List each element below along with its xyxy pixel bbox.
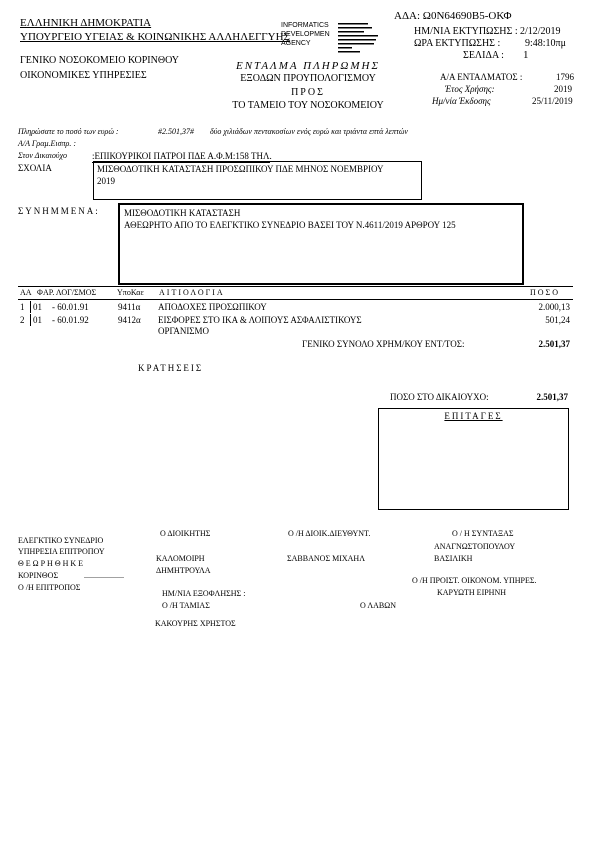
court-line5: Ο /Η ΕΠΙΤΡΟΠΟΣ [18,583,81,592]
row2-fy: 01 [33,315,42,325]
beneficiary-value: :ΕΠΙΚΟΥΡΙΚΟΙ ΠΑΤΡΟΙ ΠΔΕ Α.Φ.Μ:158 ΤΗΛ. [92,151,272,161]
total-label: ΓΕΝΙΚΟ ΣΥΝΟΛΟ ΧΡΗΜ/ΚΟΥ ΕΝΤ/ΤΟΣ: [302,339,465,349]
document-title: ΕΝΤΑΛΜΑ ΠΛΗΡΩΜΗΣ [235,60,380,72]
print-date-value: 2/12/2019 [520,26,561,37]
director-title: Ο /Η ΔΙΟΙΚ.ΔΙΕΥΘΥΝΤ. [288,529,371,538]
attachments-label: ΣΥΝΗΜΜΕΝΑ: [18,206,100,216]
fin-title: Ο /Η ΠΡΟΙΣΤ. ΟΙΚΟΝΟΜ. ΥΠΗΡΕΣ. [412,576,537,585]
print-date-label: ΗΜ/ΝΙΑ ΕΚΤΥΠΩΣΗΣ : [414,26,518,37]
drafter-title: Ο / Η ΣΥΝΤΑΞΑΣ [452,529,514,538]
row1-amount: 2.000,13 [538,302,570,312]
deductions-label: ΚΡΑΤΗΣΕΙΣ [138,363,204,373]
drafter-name2: ΒΑΣΙΛΙΚΗ [434,554,473,563]
pay-amount-words: δύο χιλιάδων πεντακοσίων ενός ευρώ και τριάντα επτά λεπτών [210,127,408,136]
attachments-box [118,203,524,285]
col-amount: ΠΟΣΟ [530,288,560,297]
court-line3: ΘΕΩΡΗΘΗΚΕ [18,559,86,568]
year-label: Έτος Χρήσης: [445,84,495,94]
admin-title: Ο ΔΙΟΙΚΗΤΗΣ [160,529,211,538]
row2-reason: ΕΙΣΦΟΡΕΣ ΣΤΟ ΙΚΑ & ΛΟΙΠΟΥΣ ΑΣΦΑΛΙΣΤΙΚΟΥΣ [158,315,362,325]
agency-logo: INFORMATICS DEVELOPMEN AGENCY [281,22,401,56]
row1-aa: 1 [20,302,25,312]
attachments-line2: ΑΘΕΩΡΗΤΟ ΑΠΟ ΤΟ ΕΛΕΓΚΤΙΚΟ ΣΥΝΕΔΡΙΟ ΒΑΣΕΙ ΤΟΥ Ν.4611/2019 ΑΡΘΡΟΥ 125 [124,220,456,230]
document-recipient: ΤΟ ΤΑΜΕΙΟ ΤΟΥ ΝΟΣΟΚΟΜΕΙΟΥ [232,100,384,111]
header-ministry: ΥΠΟΥΡΓΕΙΟ ΥΓΕΙΑΣ & ΚΟΙΝΩΝΙΚΗΣ ΑΛΛΗΛΕΓΓΥΗΣ [20,31,290,43]
receipt-reg-label: Α/Α Γραμ.Εισπρ. : [18,139,77,148]
comments-line1: ΜΙΣΘΟΔΟΤΙΚΗ ΚΑΤΑΣΤΑΣΗ ΠΡΟΣΩΠΙΚΟΥ ΠΔΕ ΜΗΝΟΣ ΝΟΕΜΒΡΙΟΥ [97,164,384,174]
director-name: ΣΑΒΒΑΝΟΣ ΜΙΧΑΗΛ [287,554,366,563]
col-fy: Φ [37,288,43,297]
orders-box [378,408,569,510]
row1-account: - 60.01.91 [52,302,89,312]
row2-account: - 60.01.92 [52,315,89,325]
row2-amount: 501,24 [545,315,570,325]
drafter-name1: ΑΝΑΓΝΩΣΤΟΠΟΥΛΟΥ [434,542,516,551]
cashier-title: Ο /Η ΤΑΜΙΑΣ [162,601,210,610]
payment-date-label: ΗΜ/ΝΙΑ ΕΞΟΦΛΗΣΗΣ : [162,589,246,598]
court-line2: ΥΠΗΡΕΣΙΑ ΕΠΙΤΡΟΠΟΥ [18,547,105,556]
page-value: 1 [523,49,529,61]
court-line4: ΚΟΡΙΝΘΟΣ [18,571,59,580]
header-department: ΟΙΚΟΝΟΜΙΚΕΣ ΥΠΗΡΕΣΙΕΣ [20,70,147,81]
pay-amount-value: #2.501,37# [158,127,194,136]
court-line1: ΕΛΕΓΚΤΙΚΟ ΣΥΝΕΔΡΙΟ [18,536,104,545]
row2-aa: 2 [20,315,25,325]
logo-fine-print [338,22,396,54]
year-value: 2019 [554,84,572,94]
mandate-aa-label: Α/Α ΕΝΤΑΛΜΑΤΟΣ : [440,72,523,82]
col-reason: ΑΙΤΙΟΛΟΓΙΑ [159,288,225,297]
court-dots: .................... [84,571,124,580]
header-hospital: ΓΕΝΙΚΟ ΝΟΣΟΚΟΜΕΙΟ ΚΟΡΙΝΘΟΥ [20,55,180,66]
table-header-rule [18,299,573,300]
net-label: ΠΟΣΟ ΣΤΟ ΔΙΚΑΙΟΥΧΟ: [390,392,489,402]
comments-label: ΣΧΟΛΙΑ [18,163,52,173]
mandate-aa-value: 1796 [556,72,574,82]
col-account: ΑΡ. ΛΟΓ/ΣΜΟΣ [43,288,97,297]
ada-code: ΑΔΑ: Ω0Ν64690Β5-ΟΚΦ [394,10,512,22]
attachments-line1: ΜΙΣΘΟΔΟΤΙΚΗ ΚΑΤΑΣΤΑΣΗ [124,208,241,218]
row1-reason: ΑΠΟΔΟΧΕΣ ΠΡΟΣΩΠΙΚΟΥ [158,302,267,312]
document-to: ΠΡΟΣ [291,87,325,98]
issue-date-value: 25/11/2019 [532,96,573,106]
receiver-title: Ο ΛΑΒΩΝ [360,601,396,610]
admin-name2: ΔΗΜΗΤΡΟΥΛΑ [156,566,211,575]
row1-fy: 01 [33,302,42,312]
total-value: 2.501,37 [538,339,570,349]
row1-divider [30,301,31,313]
comments-box [93,161,422,200]
admin-name1: ΚΑΛΟΜΟΙΡΗ [156,554,205,563]
col-aa: ΑΑ [20,288,32,297]
table-top-rule [18,286,573,287]
fin-name: ΚΑΡΥΩΤΗ ΕΙΡΗΝΗ [437,588,507,597]
cashier-name: ΚΑΚΟΥΡΗΣ ΧΡΗΣΤΟΣ [155,619,236,628]
row1-ypokae: 9411α [118,302,141,312]
comments-line2: 2019 [97,176,115,186]
print-time-value: 9:48:10πμ [525,38,566,49]
page-label: ΣΕΛΙΔΑ : [463,50,504,61]
row2-divider [30,314,31,326]
col-ypokae: ΥποΚαε [117,288,144,297]
pay-amount-label: Πληρώσατε το ποσό των ευρώ : [18,127,119,136]
print-time-label: ΩΡΑ ΕΚΤΥΠΩΣΗΣ : [414,38,501,49]
beneficiary-label: Στον Δικαιούχο [18,151,67,160]
orders-label: ΕΠΙΤΑΓΕΣ [444,411,503,421]
header-country: ΕΛΛΗΝΙΚΗ ΔΗΜΟΚΡΑΤΙΑ [20,17,152,29]
row2-reason-cont: ΟΡΓΑΝΙΣΜΟ [158,326,210,336]
issue-date-label: Ημ/νία Έκδοσης [432,96,491,106]
row2-ypokae: 9412α [118,315,141,325]
document-subtitle: ΕΞΟΔΩΝ ΠΡΟΥΠΟΛΟΓΙΣΜΟΥ [240,73,376,84]
net-value: 2.501,37 [536,392,568,402]
